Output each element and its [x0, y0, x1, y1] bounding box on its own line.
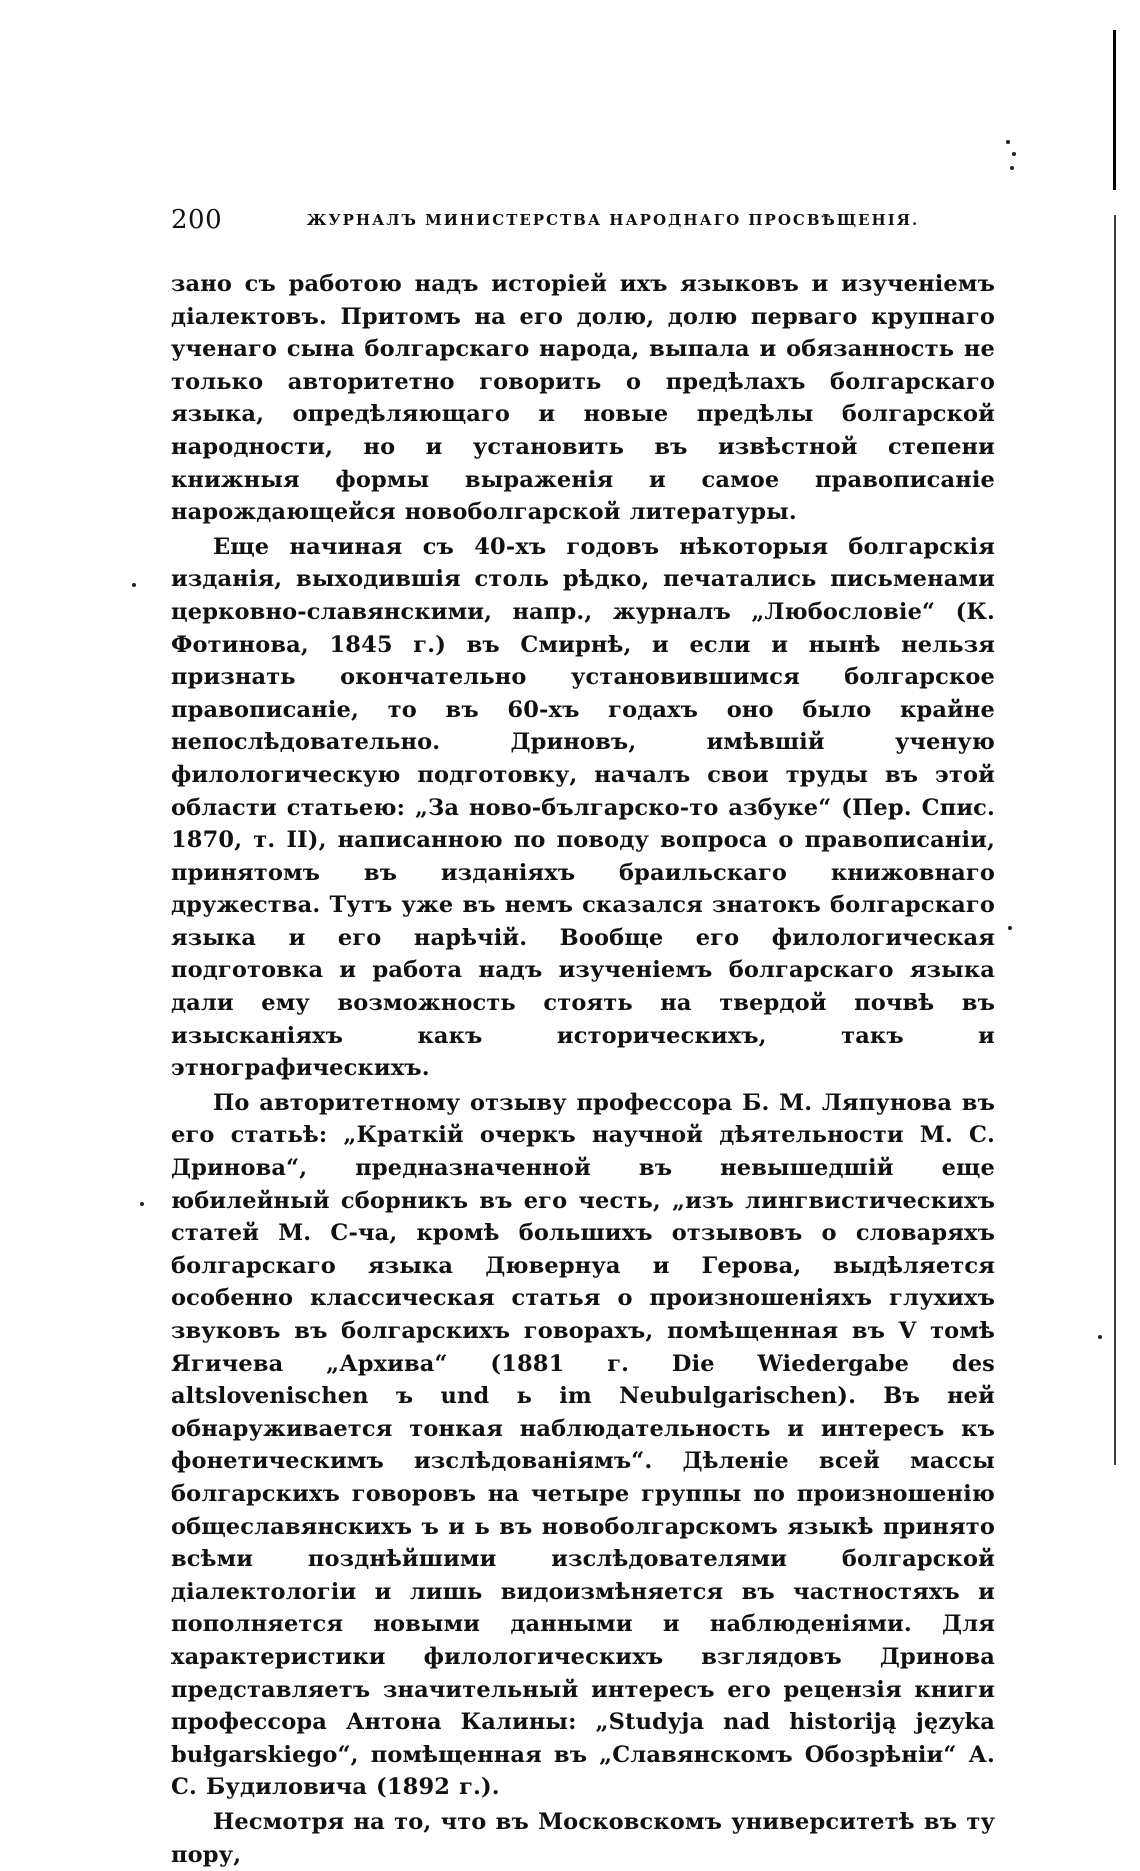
scan-edge-line — [1114, 215, 1116, 1465]
paragraph: Несмотря на то, что въ Московскомъ университетѣ въ ту пору, — [171, 1808, 995, 1868]
scan-speck — [1098, 1335, 1102, 1339]
scan-speck — [140, 1202, 144, 1206]
paragraph: По авторитетному отзыву профессора Б. М. Ляпунова въ его статьѣ: „Краткій очеркъ научной дѣятельности М. С. Дринова“, предназначенной въ невышедшій еще юбилейный сборникъ въ его честь, „изъ лингвистическихъ статей М. С-ча, кромѣ большихъ отзывовъ о словаряхъ болгарскаго языка Дювернуа и Герова, выдѣляется особенно классическая статья о произношеніяхъ глухихъ звуковъ въ болгарскихъ говорахъ, помѣщенная въ V томѣ Ягичева „Архива“ (1881 г. Die Wiedergabe des altslovenischen ъ und ь im Neubulgarischen). Въ ней обнаруживается тонкая наблюдательность и интересъ къ фонетическимъ изслѣдованіямъ“. Дѣленіе всей массы болгарскихъ говоровъ на четыре группы по произношенію общеславянскихъ ъ и ь въ новоболгарскомъ языкѣ принято всѣми позднѣйшими изслѣдователями болгарской діалектологіи и лишь видоизмѣняется въ частностяхъ и пополняется новыми данными и наблюденіями. Для характеристики филологическихъ взглядовъ Дринова представляетъ значительный интересъ его рецензія книги профессора Антона Калины: „Studyja nad historiją języka bułgarskiego“, помѣщенная въ „Славянскомъ Обозрѣніи“ А. С. Будиловича (1892 г.). — [171, 1089, 995, 1801]
scan-speck — [1010, 166, 1014, 170]
scan-edge-line — [1113, 30, 1116, 190]
body-text — [171, 268, 995, 1871]
page-header — [171, 205, 995, 239]
paragraph: Еще начиная съ 40-хъ годовъ нѣкоторыя болгарскія изданія, выходившія столь рѣдко, печатались письменами церковно-славянскими, напр., журналъ „Любословіе“ (К. Фотинова, 1845 г.) въ Смирнѣ, и если и нынѣ нельзя признать окончательно установившимся болгарское правописаніе, то въ 60-хъ годахъ оно было крайне непослѣдовательно. Дриновъ, имѣвшій ученую филологическую подготовку, началъ свои труды въ этой области статьею: „За ново-българско-то азбуке“ (Пер. Спис. 1870, т. II), написанною по поводу вопроса о правописаніи, принятомъ въ изданіяхъ браильскаго книжовнаго дружества. Тутъ уже въ немъ сказался знатокъ болгарскаго языка и его нарѣчій. Вообще его филологическая подготовка и работа надъ изученіемъ болгарскаго языка дали ему возможность стоять на твердой почвѣ въ изысканіяхъ какъ историческихъ, такъ и этнографическихъ. — [171, 533, 995, 1082]
scan-speck — [1012, 152, 1016, 156]
scan-speck — [1008, 926, 1012, 930]
scan-speck — [1006, 140, 1010, 144]
running-title: ЖУРНАЛЪ МИНИСТЕРСТВА НАРОДНАГО ПРОСВѢЩЕНІЯ. — [306, 211, 920, 229]
scan-speck — [132, 583, 136, 587]
page-number: 200 — [171, 205, 223, 235]
paragraph: зано съ работою надъ исторіей ихъ языковъ и изученіемъ діалектовъ. Притомъ на его долю, долю перваго крупнаго ученаго сына болгарскаго народа, выпала и обязанность не только авторитетно говорить о предѣлахъ болгарскаго языка, опредѣляющаго и новые предѣлы болгарской народности, но и установить въ извѣстной степени книжныя формы выраженія и самое правописаніе нарождающейся новоболгарской литературы. — [171, 271, 995, 526]
